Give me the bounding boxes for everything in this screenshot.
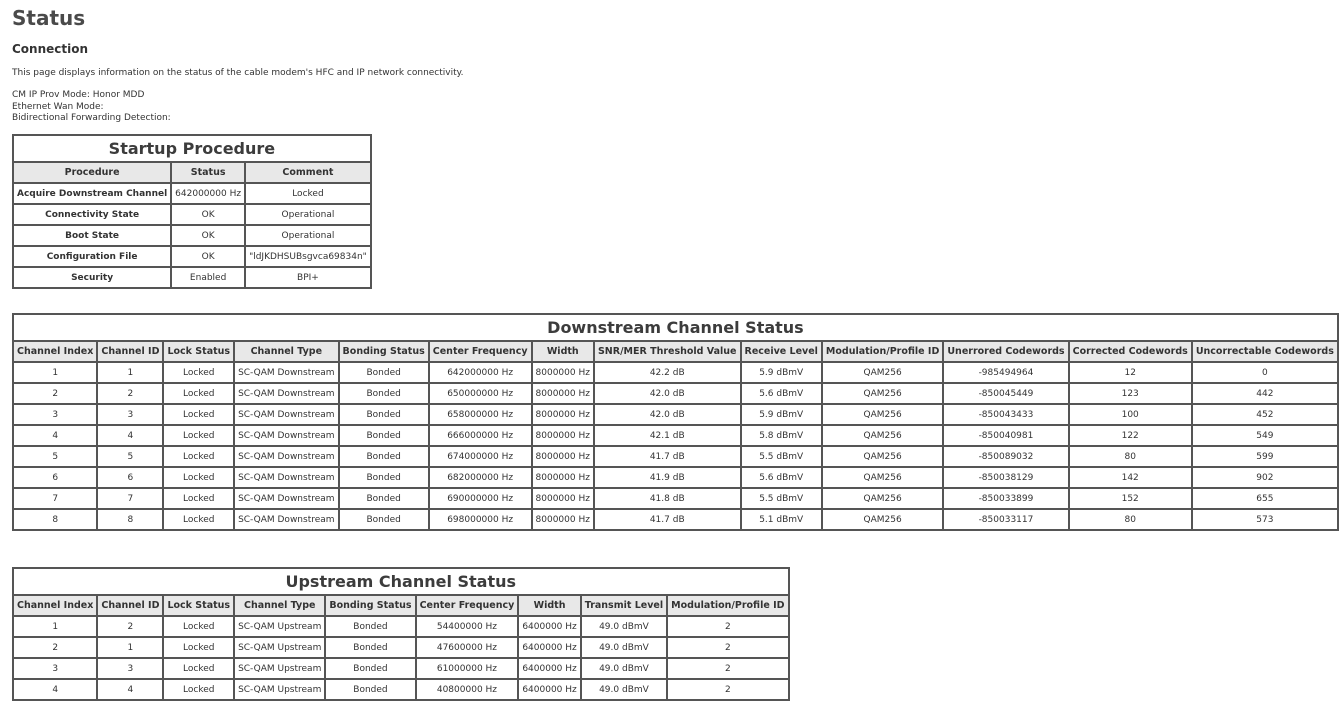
table-cell: QAM256 (822, 362, 943, 383)
table-cell: 122 (1069, 425, 1192, 446)
bfd-mode: Bidirectional Forwarding Detection: (12, 113, 171, 123)
table-cell: Bonded (339, 488, 429, 509)
table-cell: 698000000 Hz (429, 509, 532, 530)
table-cell: 4 (97, 425, 163, 446)
table-cell: 42.0 dB (594, 383, 741, 404)
table-cell: 152 (1069, 488, 1192, 509)
table-cell: Locked (163, 446, 234, 467)
table-cell: 54400000 Hz (416, 616, 519, 637)
table-cell: SC-QAM Downstream (234, 362, 338, 383)
table-title: Startup Procedure (13, 135, 371, 162)
table-cell: SC-QAM Downstream (234, 404, 338, 425)
column-header: Center Frequency (416, 595, 519, 616)
column-header: Channel Index (13, 341, 97, 362)
table-cell: SC-QAM Downstream (234, 488, 338, 509)
table-cell: 8000000 Hz (532, 362, 594, 383)
table-cell: 5.5 dBmV (741, 446, 822, 467)
table-cell: 3 (97, 404, 163, 425)
table-cell: 4 (13, 679, 97, 700)
table-cell: Locked (245, 183, 371, 204)
table-cell: Locked (163, 404, 234, 425)
table-cell: 5.9 dBmV (741, 362, 822, 383)
column-header: Bonding Status (325, 595, 415, 616)
column-header: Transmit Level (581, 595, 667, 616)
table-cell: 123 (1069, 383, 1192, 404)
table-cell: 42.1 dB (594, 425, 741, 446)
table-cell: QAM256 (822, 467, 943, 488)
table-cell: OK (171, 204, 245, 225)
table-cell: Locked (163, 679, 234, 700)
table-cell: -850089032 (943, 446, 1068, 467)
table-cell: 8000000 Hz (532, 509, 594, 530)
table-cell: 8000000 Hz (532, 488, 594, 509)
table-cell: Bonded (339, 446, 429, 467)
table-cell: 41.7 dB (594, 509, 741, 530)
table-cell: 49.0 dBmV (581, 616, 667, 637)
table-cell: 49.0 dBmV (581, 658, 667, 679)
table-cell: 8000000 Hz (532, 467, 594, 488)
table-cell: Configuration File (13, 246, 171, 267)
table-cell: Boot State (13, 225, 171, 246)
column-header: Comment (245, 162, 371, 183)
table-cell: Locked (163, 383, 234, 404)
table-row (13, 183, 371, 204)
ethernet-wan-mode: Ethernet Wan Mode: (12, 101, 104, 112)
table-row (13, 679, 789, 700)
table-cell: -850033117 (943, 509, 1068, 530)
table-cell: 549 (1192, 425, 1338, 446)
table-cell: SC-QAM Downstream (234, 467, 338, 488)
table-row (13, 488, 1338, 509)
table-cell: SC-QAM Upstream (234, 637, 325, 658)
column-header: Modulation/Profile ID (822, 341, 943, 362)
table-cell: Locked (163, 509, 234, 530)
table-cell: 3 (97, 658, 163, 679)
table-row (13, 467, 1338, 488)
table-cell: 2 (97, 616, 163, 637)
table-cell: 80 (1069, 446, 1192, 467)
table-row (13, 383, 1338, 404)
table-cell: Enabled (171, 267, 245, 288)
table-row (13, 362, 1338, 383)
table-cell: 49.0 dBmV (581, 637, 667, 658)
table-cell: 4 (13, 425, 97, 446)
column-header: Status (171, 162, 245, 183)
table-row (13, 267, 371, 288)
table-cell: 5.8 dBmV (741, 425, 822, 446)
page-title: Status (12, 6, 86, 30)
table-cell: 2 (13, 637, 97, 658)
table-cell: 2 (13, 383, 97, 404)
table-cell: Bonded (339, 404, 429, 425)
column-header: Corrected Codewords (1069, 341, 1192, 362)
column-header: Receive Level (741, 341, 822, 362)
table-cell: QAM256 (822, 488, 943, 509)
startup-procedure-table (12, 134, 372, 289)
table-cell: 2 (667, 679, 788, 700)
column-header: Procedure (13, 162, 171, 183)
table-cell: Connectivity State (13, 204, 171, 225)
table-cell: -850033899 (943, 488, 1068, 509)
table-cell: Bonded (325, 637, 415, 658)
table-row (13, 637, 789, 658)
table-cell: SC-QAM Upstream (234, 616, 325, 637)
table-cell: 1 (97, 637, 163, 658)
table-cell: 650000000 Hz (429, 383, 532, 404)
table-cell: SC-QAM Downstream (234, 509, 338, 530)
table-cell: 6 (13, 467, 97, 488)
table-cell: 49.0 dBmV (581, 679, 667, 700)
column-header: Width (532, 341, 594, 362)
table-cell: Locked (163, 658, 234, 679)
column-header: Channel Index (13, 595, 97, 616)
table-row (13, 658, 789, 679)
table-cell: Locked (163, 467, 234, 488)
table-cell: OK (171, 225, 245, 246)
table-cell: 8000000 Hz (532, 425, 594, 446)
table-cell: 5 (97, 446, 163, 467)
table-cell: 8 (13, 509, 97, 530)
table-cell: 8 (97, 509, 163, 530)
table-cell: 80 (1069, 509, 1192, 530)
table-cell: 690000000 Hz (429, 488, 532, 509)
table-cell: 100 (1069, 404, 1192, 425)
table-cell: 2 (97, 383, 163, 404)
table-cell: -850045449 (943, 383, 1068, 404)
page-description: This page displays information on the status of the cable modem's HFC and IP network connectivity. (12, 68, 464, 78)
table-cell: 452 (1192, 404, 1338, 425)
column-header: Center Frequency (429, 341, 532, 362)
table-cell: 5.6 dBmV (741, 383, 822, 404)
table-cell: Operational (245, 225, 371, 246)
table-cell: Locked (163, 425, 234, 446)
table-cell: Bonded (325, 658, 415, 679)
table-cell: 682000000 Hz (429, 467, 532, 488)
table-cell: 658000000 Hz (429, 404, 532, 425)
table-cell: BPI+ (245, 267, 371, 288)
table-cell: 47600000 Hz (416, 637, 519, 658)
table-row (13, 246, 371, 267)
table-cell: QAM256 (822, 446, 943, 467)
downstream-channel-table (12, 313, 1339, 531)
table-row (13, 446, 1338, 467)
table-cell: 3 (13, 404, 97, 425)
table-cell: SC-QAM Upstream (234, 679, 325, 700)
table-cell: 7 (97, 488, 163, 509)
table-cell: Bonded (339, 383, 429, 404)
table-cell: 42.0 dB (594, 404, 741, 425)
table-cell: SC-QAM Upstream (234, 658, 325, 679)
column-header: Bonding Status (339, 341, 429, 362)
table-cell: 2 (667, 616, 788, 637)
table-cell: Locked (163, 616, 234, 637)
table-cell: 42.2 dB (594, 362, 741, 383)
table-cell: QAM256 (822, 425, 943, 446)
table-cell: 6400000 Hz (518, 616, 580, 637)
table-cell: 142 (1069, 467, 1192, 488)
table-cell: Bonded (339, 425, 429, 446)
table-cell: 674000000 Hz (429, 446, 532, 467)
table-cell: QAM256 (822, 404, 943, 425)
table-cell: -985494964 (943, 362, 1068, 383)
table-cell: 41.7 dB (594, 446, 741, 467)
table-cell: 1 (13, 616, 97, 637)
table-cell: 41.8 dB (594, 488, 741, 509)
table-cell: Bonded (325, 616, 415, 637)
table-cell: 655 (1192, 488, 1338, 509)
column-header: Unerrored Codewords (943, 341, 1068, 362)
table-cell: QAM256 (822, 383, 943, 404)
table-cell: SC-QAM Downstream (234, 383, 338, 404)
table-cell: 5.6 dBmV (741, 467, 822, 488)
table-cell: SC-QAM Downstream (234, 446, 338, 467)
table-cell: 642000000 Hz (429, 362, 532, 383)
table-cell: 599 (1192, 446, 1338, 467)
table-row (13, 204, 371, 225)
table-cell: 5.1 dBmV (741, 509, 822, 530)
table-cell: SC-QAM Downstream (234, 425, 338, 446)
table-cell: 2 (667, 658, 788, 679)
table-cell: "ldJKDHSUBsgvca69834n" (245, 246, 371, 267)
table-cell: 6400000 Hz (518, 679, 580, 700)
table-cell: 12 (1069, 362, 1192, 383)
table-row (13, 425, 1338, 446)
table-title: Upstream Channel Status (13, 568, 789, 595)
table-cell: 7 (13, 488, 97, 509)
table-cell: 1 (13, 362, 97, 383)
table-row (13, 616, 789, 637)
column-header: Lock Status (163, 595, 234, 616)
table-cell: 902 (1192, 467, 1338, 488)
column-header: Channel ID (97, 341, 163, 362)
table-cell: Security (13, 267, 171, 288)
table-cell: 2 (667, 637, 788, 658)
table-cell: 666000000 Hz (429, 425, 532, 446)
table-cell: 4 (97, 679, 163, 700)
table-cell: 8000000 Hz (532, 383, 594, 404)
table-cell: 6400000 Hz (518, 637, 580, 658)
table-cell: Locked (163, 362, 234, 383)
table-cell: 573 (1192, 509, 1338, 530)
table-cell: 5 (13, 446, 97, 467)
table-cell: Locked (163, 637, 234, 658)
table-cell: 5.9 dBmV (741, 404, 822, 425)
table-cell: Operational (245, 204, 371, 225)
column-header: Uncorrectable Codewords (1192, 341, 1338, 362)
table-cell: Acquire Downstream Channel (13, 183, 171, 204)
table-cell: 8000000 Hz (532, 404, 594, 425)
table-row (13, 509, 1338, 530)
table-cell: 40800000 Hz (416, 679, 519, 700)
table-cell: QAM256 (822, 509, 943, 530)
table-cell: 6 (97, 467, 163, 488)
column-header: SNR/MER Threshold Value (594, 341, 741, 362)
table-cell: -850038129 (943, 467, 1068, 488)
table-cell: Bonded (325, 679, 415, 700)
column-header: Width (518, 595, 580, 616)
table-cell: Bonded (339, 362, 429, 383)
table-cell: Bonded (339, 467, 429, 488)
upstream-channel-table (12, 567, 790, 701)
table-cell: 1 (97, 362, 163, 383)
column-header: Lock Status (163, 341, 234, 362)
column-header: Channel Type (234, 341, 338, 362)
table-title: Downstream Channel Status (13, 314, 1338, 341)
table-cell: -850040981 (943, 425, 1068, 446)
table-cell: 0 (1192, 362, 1338, 383)
section-title: Connection (12, 42, 89, 56)
table-cell: OK (171, 246, 245, 267)
mode-info (12, 90, 171, 125)
table-cell: Bonded (339, 509, 429, 530)
table-cell: 8000000 Hz (532, 446, 594, 467)
table-row (13, 404, 1338, 425)
column-header: Channel Type (234, 595, 325, 616)
table-cell: Locked (163, 488, 234, 509)
table-cell: 3 (13, 658, 97, 679)
table-cell: 61000000 Hz (416, 658, 519, 679)
table-row (13, 225, 371, 246)
table-cell: 6400000 Hz (518, 658, 580, 679)
table-cell: 5.5 dBmV (741, 488, 822, 509)
column-header: Channel ID (97, 595, 163, 616)
table-cell: 41.9 dB (594, 467, 741, 488)
table-cell: -850043433 (943, 404, 1068, 425)
table-cell: 642000000 Hz (171, 183, 245, 204)
cm-ip-prov-mode: CM IP Prov Mode: Honor MDD (12, 90, 145, 100)
column-header: Modulation/Profile ID (667, 595, 788, 616)
table-cell: 442 (1192, 383, 1338, 404)
